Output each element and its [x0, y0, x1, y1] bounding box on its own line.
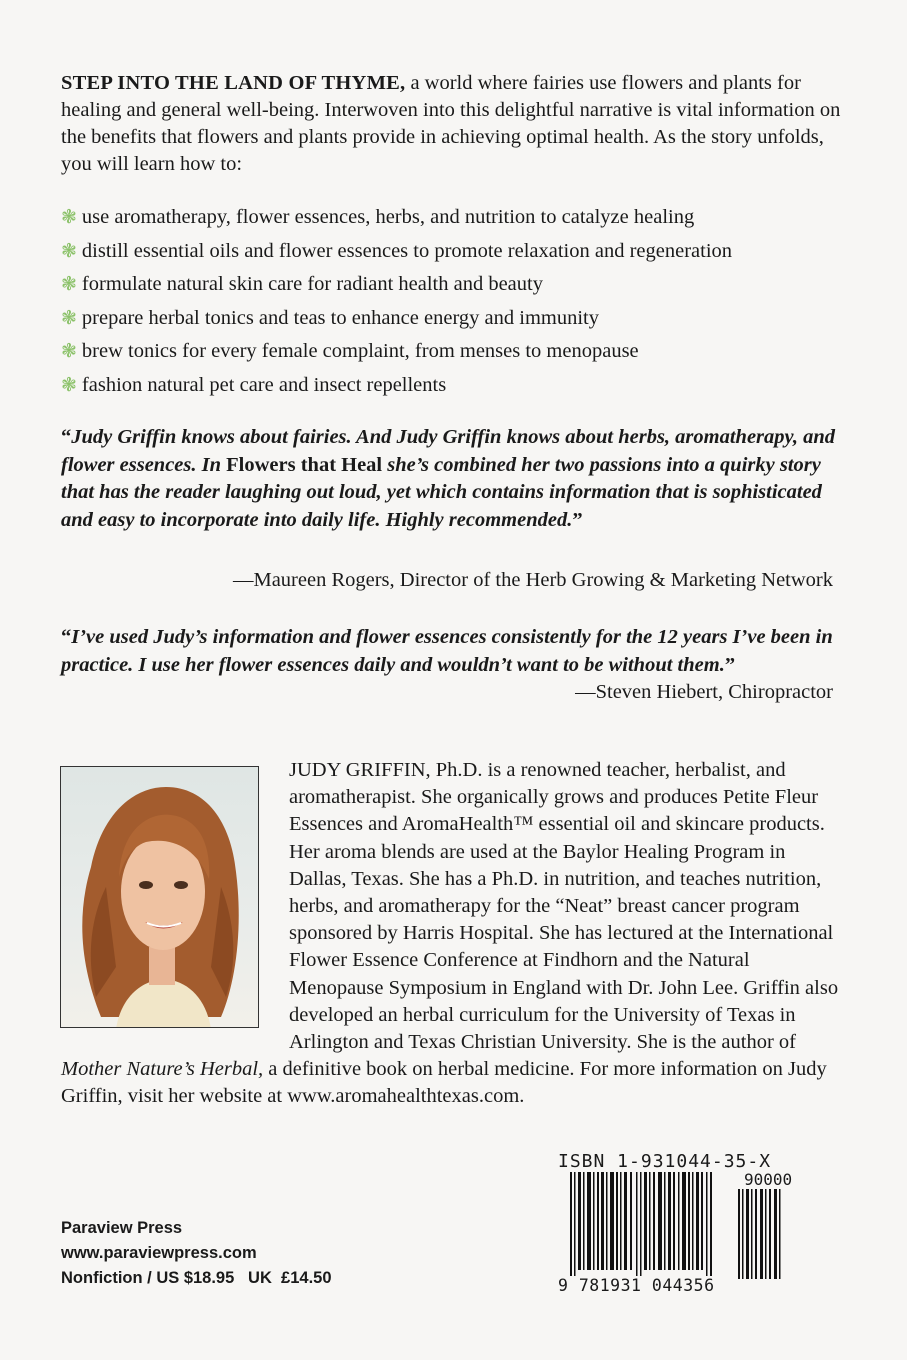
blurb-lead: STEP INTO THE LAND OF THYME, [61, 72, 406, 94]
intro-blurb [61, 70, 851, 178]
publisher-info [61, 1216, 332, 1291]
asterisk-flower-icon: ❃ [61, 206, 77, 228]
list-item: ❃ use aromatherapy, flower essences, herbs, and nutrition to catalyze healing [61, 206, 695, 228]
book-title: Flowers that Heal [226, 453, 383, 476]
price-line: Nonfiction / US $18.95 UK £14.50 [61, 1269, 332, 1287]
barcode-digits: 9 781931 044356 [558, 1276, 715, 1295]
author-bio: JUDY GRIFFIN, Ph.D. is a renowned teacher, herbalist, and aromatherapist. She organically grows and produces Petite Fleur Essences and AromaHealth™ essential oil and skincare products. Her aroma blends are used at the Baylor Healing Program in Dallas, Texas. She has a Ph.D. in nutrition, and teaches nutrition, herbs, and aromatherapy for the “Neat” breast cancer program sponsored by Harris Hospital. She has lectured at the International Flower Essence Conference at Findhorn and the Natural Menopause Symposium in England with Dr. John Lee. Griffin also developed an herbal curriculum for the University of Texas in Arlington and Texas Christian University. She is the author of Mother Nature’s Herbal, a definitive book on herbal medicine. For more information on Judy Griffin, visit her website at www.aromahealthtexas.com. [61, 759, 839, 1108]
asterisk-flower-icon: ❃ [61, 340, 77, 362]
testimonial-quote: “Judy Griffin knows about fairies. And Judy Griffin knows about herbs, aromatherapy, and flower essences. In Flowers that Heal she’s combined her two passions into a quirky story that has the reader laughing out loud, yet which contains information that is sophisticated and easy to incorporate into daily life. Highly recommended.” [61, 426, 836, 531]
asterisk-flower-icon: ❃ [61, 239, 77, 262]
quote-attribution: —Steven Hiebert, Chiropractor [575, 681, 833, 703]
list-item: ❃ prepare herbal tonics and teas to enhance energy and immunity [61, 306, 599, 329]
asterisk-flower-icon: ❃ [61, 373, 77, 396]
list-item: ❃ fashion natural pet care and insect repellents [61, 373, 447, 396]
list-item: ❃ formulate natural skin care for radiant health and beauty [61, 273, 543, 295]
testimonial-quote: “I’ve used Judy’s information and flower essences consistently for the 12 years I’ve been in practice. I use her flower essences daily and wouldn’t want to be without them.” [61, 626, 833, 676]
price-code: 90000 [744, 1170, 793, 1189]
price-barcode-bars [738, 1189, 784, 1279]
benefits-list [61, 202, 861, 403]
asterisk-flower-icon: ❃ [61, 306, 77, 329]
blurb-text: a world where fairies use flowers and plants for healing and general well-being. Interwoven into this delightful narrative is vital information on the benefits that flowers and plants provide in achieving optimal health. As the story unfolds, you will learn how to: [61, 72, 841, 175]
publisher-website: www.paraviewpress.com [61, 1244, 257, 1262]
list-item: ❃ distill essential oils and flower essences to promote relaxation and regeneration [61, 239, 733, 262]
isbn-barcode [558, 1151, 793, 1296]
isbn-number: ISBN 1-931044-35-X [558, 1151, 772, 1172]
publisher-name: Paraview Press [61, 1219, 183, 1237]
barcode-bars [570, 1172, 720, 1276]
quote-attribution: —Maureen Rogers, Director of the Herb Growing & Marketing Network [232, 569, 833, 591]
list-item: ❃ brew tonics for every female complaint, from menses to menopause [61, 340, 639, 362]
asterisk-flower-icon: ❃ [61, 273, 77, 295]
book-title: Mother Nature’s Herbal, [61, 1058, 264, 1081]
